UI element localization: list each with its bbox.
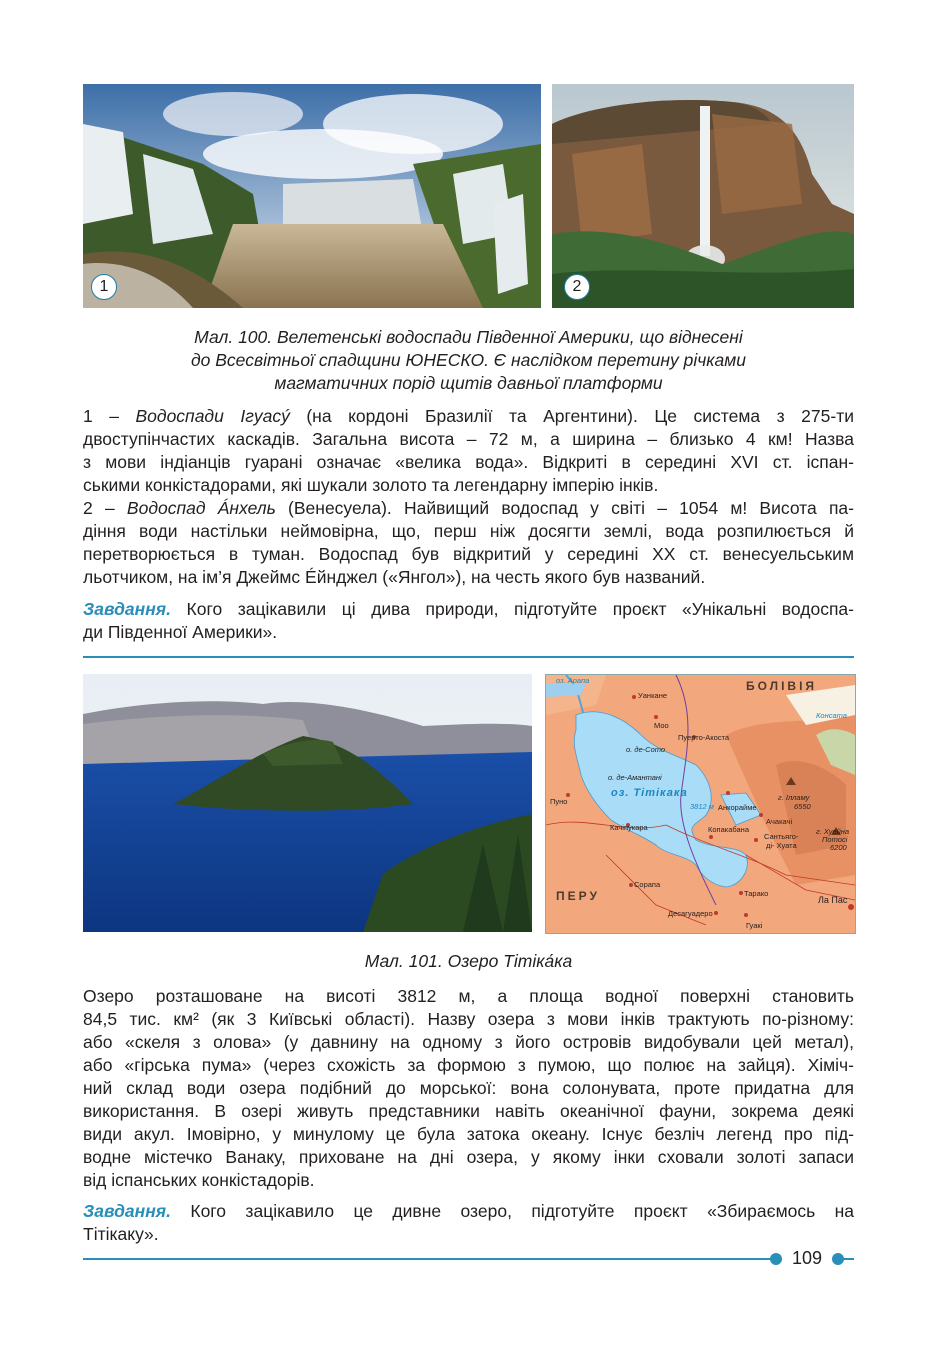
- map-label-peak: г. Ілламу: [778, 793, 810, 802]
- item-name: Водоспади Ігуасý: [135, 406, 290, 426]
- text-line: льотчиком, на ім’я Джеймс Éйнджел («Янгол»), на честь якого був названий.: [83, 567, 706, 587]
- text-line: ди Південної Америки».: [83, 622, 278, 642]
- map-label-lake: оз. Тітікака: [611, 787, 688, 799]
- paragraph-iguazu: [83, 405, 854, 497]
- map-label-lake: оз. Арапа: [556, 676, 590, 685]
- map-label-peak-height: 6550: [794, 802, 811, 811]
- map-label-peak: Потосі: [822, 835, 848, 844]
- task-label: Завдання.: [83, 599, 171, 619]
- caption-line: до Всесвітньої спадщини ЮНЕСКО. Є наслідком перетину річками: [190, 350, 747, 370]
- map-label-town: Гуакі: [746, 921, 763, 930]
- text-line: Тітікаку».: [83, 1224, 159, 1244]
- text-line: водне містечко Ванаку, приховане на дні озера, у якому інки сховали золоті запаси: [83, 1147, 854, 1167]
- map-label-town: Пуно: [550, 797, 568, 806]
- map-label-peak: г. Хуейна: [816, 827, 850, 836]
- photo-number-badge: 2: [564, 274, 590, 300]
- text-line: двоступінчастих каскадів. Загальна висота – 72 м, а ширина – близько 4 км! Назва: [83, 429, 854, 449]
- map-label-town: Ла Пас: [818, 895, 848, 905]
- map-label-town: Качіпукара: [610, 823, 648, 832]
- map-label-town: Сантьяго-: [764, 832, 799, 841]
- item-name: Водоспад Áнхель: [126, 498, 276, 518]
- map-label-town: Моо: [654, 721, 669, 730]
- map-label-town: Уанкане: [638, 691, 668, 700]
- map-label-town: Тарако: [744, 889, 769, 898]
- caption-line: магматичних порід щитів давньої платформи: [274, 373, 663, 393]
- footer-rule: [83, 1258, 773, 1260]
- map-label-island: о. де-Амантані: [608, 773, 662, 782]
- text-line: використання. В озері живуть представники навіть океанічної фауни, зокрема деякі: [83, 1101, 854, 1121]
- item-number: 2 –: [83, 498, 127, 518]
- map-label-peak-height: 6200: [830, 843, 847, 852]
- photo-number-badge: 1: [91, 274, 117, 300]
- text-line: з мови індіанців гуарані означає «велика вода». Відкриті в середині XVI ст. іспан-: [83, 452, 854, 472]
- map-label-town: Сорапа: [634, 880, 661, 889]
- task-waterfalls: [83, 598, 854, 644]
- page-number: 109: [792, 1248, 823, 1268]
- text-line: Озеро розташоване на висоті 3812 м, а площа водної поверхні становить: [83, 986, 854, 1006]
- map-label-town: Копакабана: [708, 825, 749, 834]
- paragraph-titicaca: [83, 985, 854, 1192]
- map-label-river: Консата: [816, 711, 847, 720]
- text-line: або «скеля з олова» (у давнину на одному з його островів видобували цей метал),: [83, 1032, 854, 1052]
- text-line: або «гірська пума» (через схожість за формою з пумою, що полює на зайця). Хіміч-: [83, 1055, 854, 1075]
- map-label-town: Десагуадеро: [668, 909, 713, 918]
- text-line: Кого зацікавило це дивне озеро, підготуйте проєкт «Збираємось на: [170, 1201, 854, 1221]
- text-line: діння води настільки неймовірна, що, перш ніж досягти землі, вода розпилюється й: [83, 521, 854, 541]
- task-label: Завдання.: [83, 1201, 171, 1221]
- map-label-town: Анкораймe: [718, 803, 757, 812]
- map-label-town: ді- Хуата: [766, 841, 797, 850]
- caption-line: Мал. 100. Велетенські водоспади Південної Америки, що віднесені: [194, 327, 743, 347]
- footer-dot-icon: [770, 1253, 782, 1265]
- photo-crater-lake: [83, 674, 532, 932]
- footer-rule-end: [840, 1258, 854, 1260]
- text-line: Кого зацікавили ці дива природи, підготуйте проєкт «Унікальні водоспа-: [170, 599, 854, 619]
- caption-line: Мал. 101. Озеро Тітіка́ка: [364, 951, 573, 971]
- text-line: ний склад води озера подібний до морської: вона солонувата, проте придатна для: [83, 1078, 854, 1098]
- item-number: 1 –: [83, 406, 136, 426]
- section-divider: [83, 656, 854, 658]
- figure-caption: [83, 950, 854, 973]
- text-line: види акул. Імовірно, у минулому це була затока океану. Існує безліч легенд про під-: [83, 1124, 854, 1144]
- text-line: перетворюється в туман. Водоспад був відкритий у середині XX ст. венесуельським: [83, 544, 854, 564]
- map-label-elevation: 3812 м: [690, 802, 714, 811]
- text-line: (Венесуела). Найвищий водоспад у світі – 1054 м! Висота па-: [275, 498, 854, 518]
- paragraph-angel: [83, 497, 854, 589]
- map-lake-titicaca: [545, 674, 856, 934]
- task-titicaca: [83, 1200, 854, 1246]
- map-label-country: ПЕРУ: [556, 889, 600, 903]
- map-label-town: Пуерто-Акоста: [678, 733, 730, 742]
- photo-iguazu-falls: [83, 84, 541, 308]
- photo-angel-falls: [552, 84, 854, 308]
- map-label-town: Ачакачі: [766, 817, 793, 826]
- map-label-island: о. де-Сото: [626, 745, 666, 754]
- text-line: 84,5 тис. км² (як 3 Київські області). Назву озера з мови інків трактують по-різному:: [83, 1009, 854, 1029]
- text-line: (на кордоні Бразилії та Аргентини). Це система з 275-ти: [289, 406, 854, 426]
- text-line: ськими конкістадорами, які шукали золото та легендарну імперію інків.: [83, 475, 659, 495]
- text-line: від іспанських конкістадорів.: [83, 1170, 315, 1190]
- figure-caption: [83, 326, 854, 395]
- map-label-country: БОЛІВІЯ: [746, 679, 818, 693]
